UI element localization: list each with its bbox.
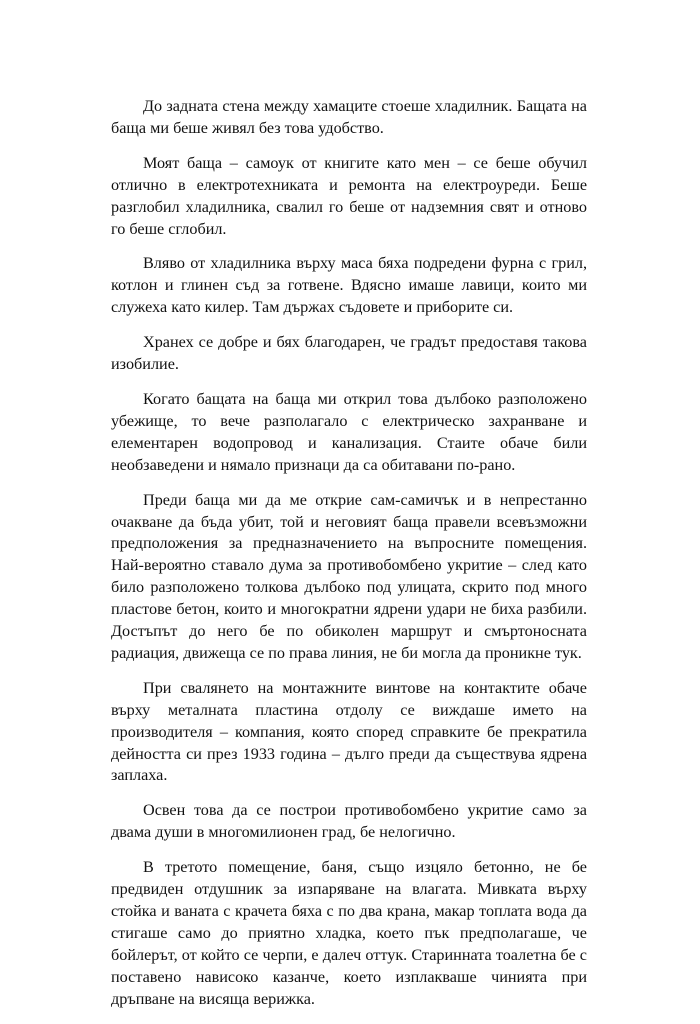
paragraph-6: Преди баща ми да ме открие сам-самичък и в непрестанно очакване да бъда убит, той и неговият баща правели всевъзможни предположения за предназначението на въпросните помещения. Най-вероятно ставало дума за противобомбено укритие – след като било разположено толкова дълбоко под улицата, скрито под много пластове бетон, които и многократни ядрени удари не биха разбили. Достъпът до него бе по обиколен маршрут и смъртоносната радиация, движеща се по права линия, не би могла да проникне тук. <box>111 490 587 662</box>
page-text <box>111 96 587 1024</box>
paragraph-7: При свалянето на монтажните винтове на контактите обаче върху металната пластина отдолу се виждаше името на производителя – компания, която според справките бе прекратила дейността си през 1933 година – дълго преди да съществува ядрена заплаха. <box>111 678 587 785</box>
paragraph-9: В третото помещение, баня, също изцяло бетонно, не бе предвиден отдушник за изпаряване на влагата. Мивката върху стойка и ваната с крачета бяха с по два крана, макар топлата вода да стигаше само до приятно хладка, което пък предполагаше, че бойлерът, от който се черпи, е далеч оттук. Старинната тоалетна бе с поставено нависоко казанче, което изплакваше чинията при дръпване на висяща верижка. <box>111 858 587 1008</box>
paragraph-4: Хранех се добре и бях благодарен, че градът предоставя такова изобилие. <box>111 333 587 374</box>
paragraph-1: До задната стена между хамаците стоеше хладилник. Бащата на баща ми беше живял без това удобство. <box>111 97 587 137</box>
paragraph-3: Вляво от хладилника върху маса бяха подредени фурна с грил, котлон и глинен съд за готвене. Вдясно имаше лавици, които ми служеха като килер. Там държах съдовете и приборите си. <box>111 254 587 317</box>
paragraph-2: Моят баща – самоук от книгите като мен – се беше обучил отлично в електротехниката и ремонта на електроуреди. Беше разглобил хладилника, свалил го беше от надземния свят и отново го беше сглобил. <box>111 153 587 238</box>
paragraph-5: Когато бащата на баща ми открил това дълбоко разположено убежище, то вече разполагало с електрическо захранване и елементарен водопровод и канализация. Стаите обаче били необзаведени и нямало признаци да са обитавани по-рано. <box>111 389 587 474</box>
paragraph-8: Освен това да се построи противобомбено укритие само за двама души в многомилионен град, бе нелогично. <box>111 801 587 842</box>
